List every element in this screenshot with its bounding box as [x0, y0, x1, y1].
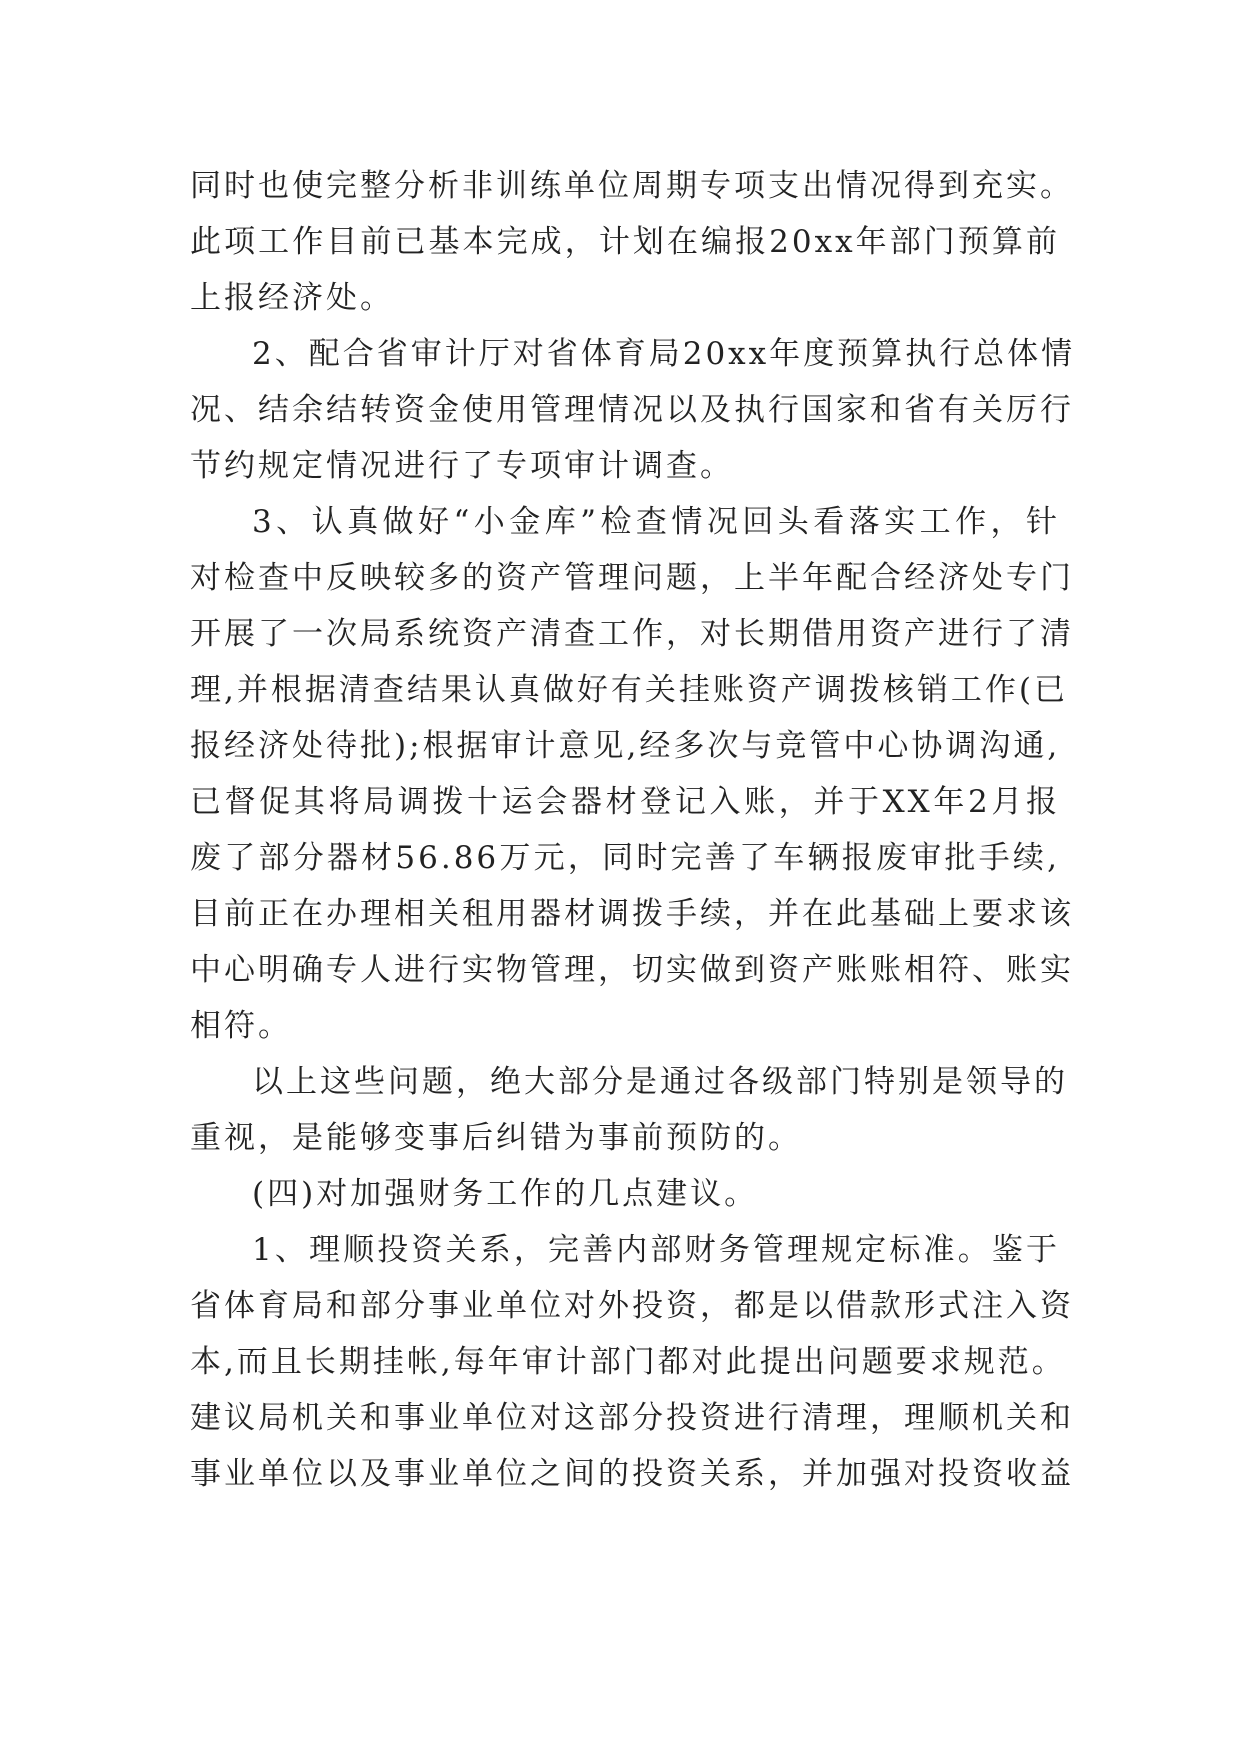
text-line: 建议局机关和事业单位对这部分投资进行清理，理顺机关和 — [190, 1400, 1074, 1436]
text-line: 本,而且长期挂帐,每年审计部门都对此提出问题要求规范。 — [190, 1344, 1066, 1380]
text-line: 2、配合省审计厅对省体育局20xx年度预算执行总体情 — [252, 336, 1076, 372]
document-body — [190, 158, 1076, 1502]
text-line: 开展了一次局系统资产清查工作，对长期借用资产进行了清 — [190, 616, 1074, 652]
text-line: 中心明确专人进行实物管理，切实做到资产账账相符、账实 — [190, 952, 1074, 988]
text-line: 对检查中反映较多的资产管理问题，上半年配合经济处专门 — [190, 560, 1074, 596]
text-line: 节约规定情况进行了专项审计调查。 — [190, 448, 734, 484]
text-line: 目前正在办理相关租用器材调拨手续，并在此基础上要求该 — [190, 896, 1074, 932]
text-line: 以上这些问题，绝大部分是通过各级部门特别是领导的 — [252, 1064, 1068, 1100]
text-line: 理,并根据清查结果认真做好有关挂账资产调拨核销工作(已 — [190, 672, 1068, 708]
text-line: 上报经济处。 — [190, 280, 394, 316]
text-line: 已督促其将局调拨十运会器材登记入账，并于XX年2月报 — [190, 784, 1060, 820]
text-line: 报经济处待批);根据审计意见,经多次与竞管中心协调沟通, — [190, 728, 1061, 764]
text-line: 同时也使完整分析非训练单位周期专项支出情况得到充实。 — [190, 168, 1074, 204]
text-line: 重视，是能够变事后纠错为事前预防的。 — [190, 1120, 802, 1156]
text-line: 况、结余结转资金使用管理情况以及执行国家和省有关厉行 — [190, 392, 1074, 428]
text-line: 3、认真做好“小金库”检查情况回头看落实工作，针 — [252, 504, 1060, 540]
text-line: 相符。 — [190, 1008, 292, 1044]
text-line: 事业单位以及事业单位之间的投资关系，并加强对投资收益 — [190, 1456, 1074, 1492]
text-line: 1、理顺投资关系，完善内部财务管理规定标准。鉴于 — [252, 1232, 1060, 1268]
text-line: 废了部分器材56.86万元，同时完善了车辆报废审批手续, — [190, 840, 1060, 876]
text-line: 省体育局和部分事业单位对外投资，都是以借款形式注入资 — [190, 1288, 1074, 1324]
text-line: (四)对加强财务工作的几点建议。 — [252, 1176, 759, 1212]
text-line: 此项工作目前已基本完成，计划在编报20xx年部门预算前 — [190, 224, 1060, 260]
